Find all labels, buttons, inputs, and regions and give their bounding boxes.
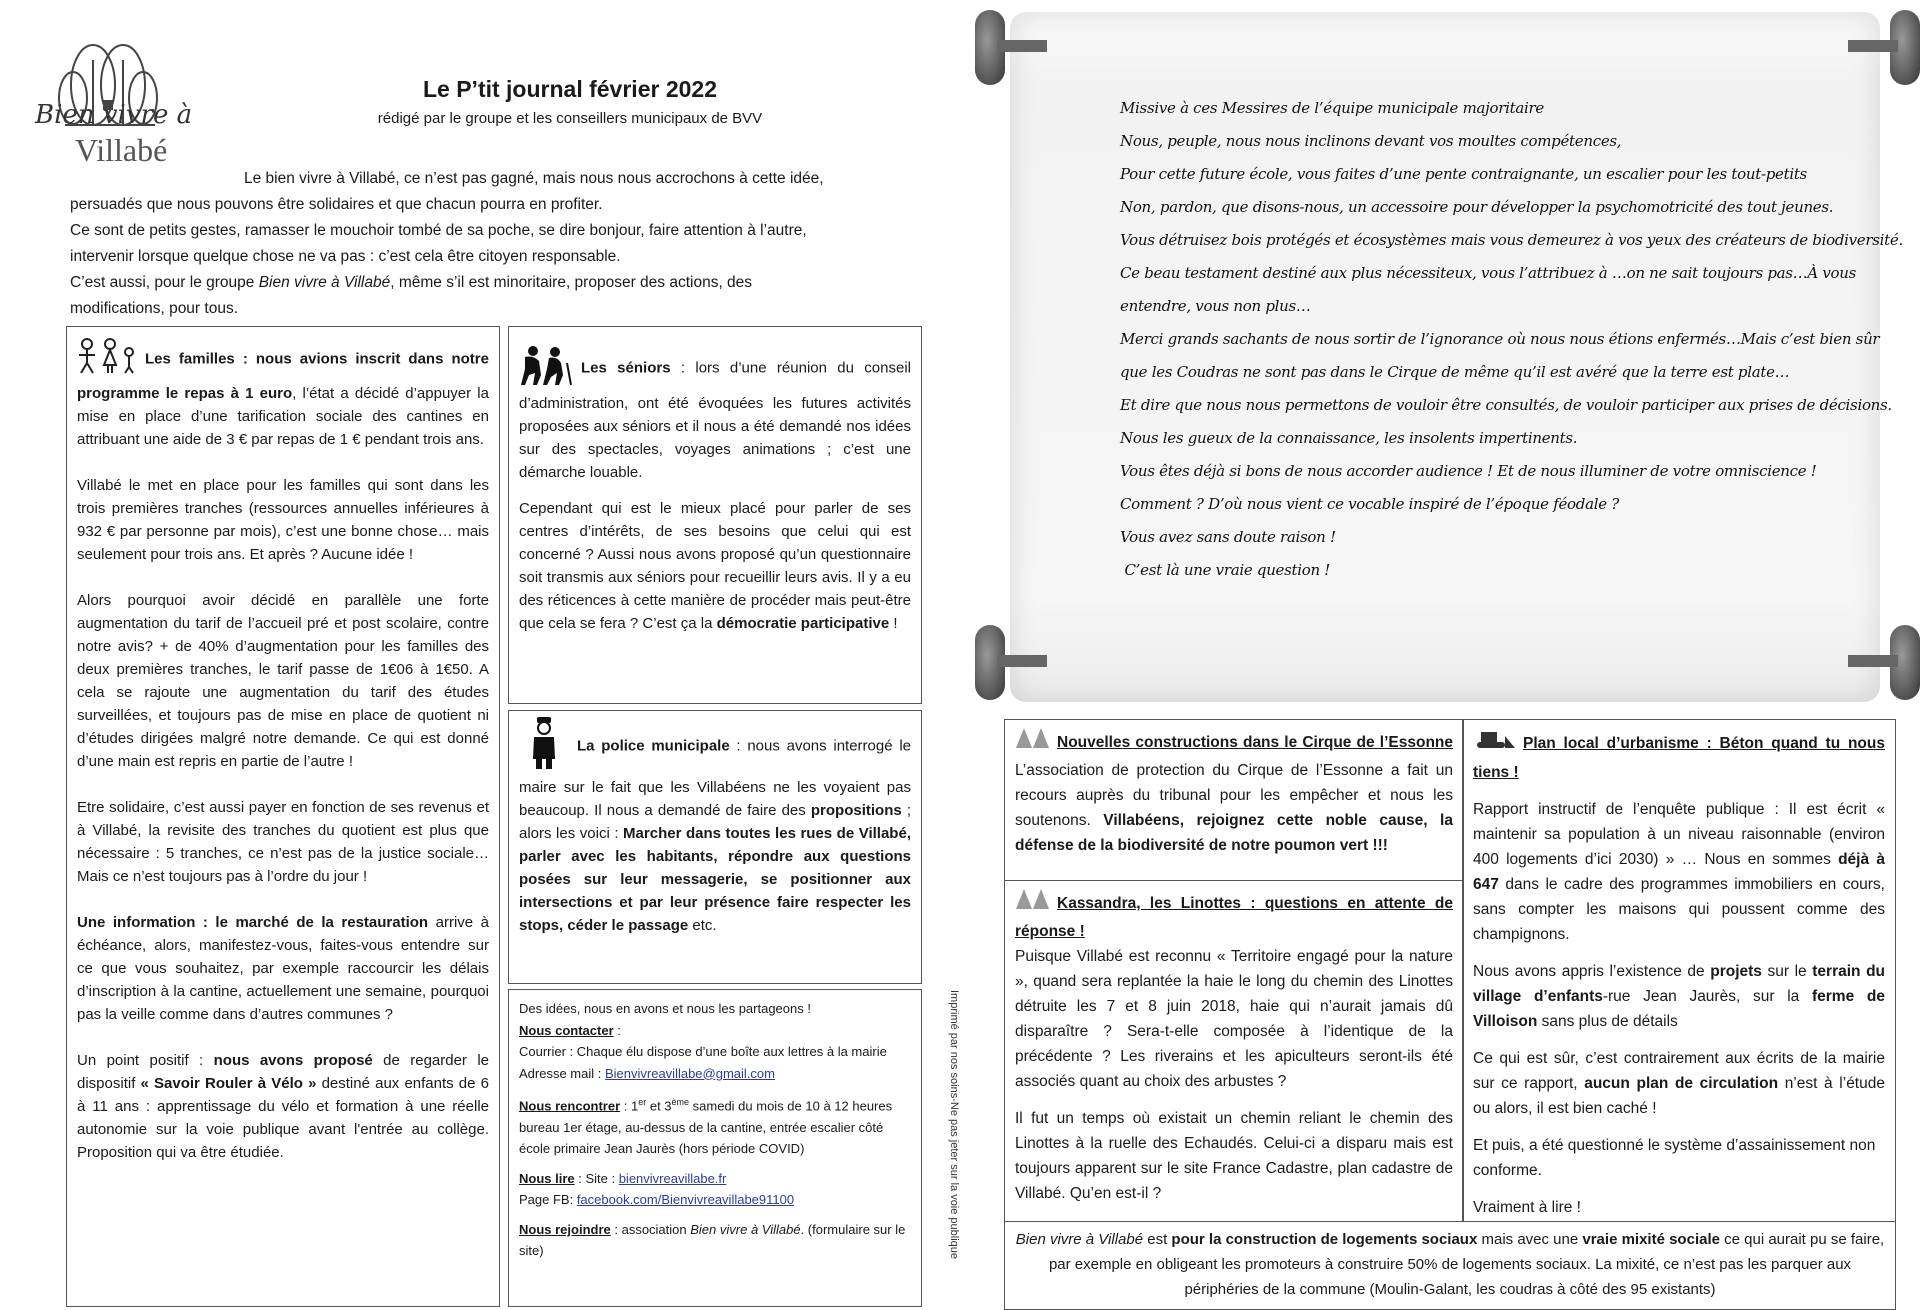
seniors-article bbox=[508, 326, 922, 704]
seniors-icon bbox=[519, 345, 575, 392]
text-segment: Courrier : Chaque élu dispose d’une boîte aux lettres à la mairie bbox=[519, 1044, 887, 1059]
link[interactable]: bienvivreavillabe.fr bbox=[618, 1170, 727, 1186]
text-segment: n’est à l’étude ou alors, il est bien caché ! bbox=[1473, 1075, 1885, 1117]
text-segment: ; alors les voici : bbox=[519, 802, 911, 842]
text-segment: terrain du village d’enfants bbox=[1473, 963, 1886, 1005]
text-segment: L’association de protection du Cirque de l’Essonne a fait un recours auprès du tribunal pour les empêcher et nous les soutenons. bbox=[1015, 762, 1453, 829]
families-article bbox=[66, 326, 500, 1307]
text-segment: : Site : bbox=[574, 1170, 619, 1186]
text-segment: démocratie participative bbox=[716, 615, 890, 632]
families-paragraph bbox=[77, 474, 489, 566]
text-segment: ! bbox=[889, 615, 898, 632]
text-segment: Kassandra, les Linottes : questions en attente de réponse ! bbox=[1015, 895, 1453, 940]
seniors-intro bbox=[519, 359, 911, 481]
text-segment: arrive à échéance, alors, manifestez-vous, faites-vous entendre sur ce que vous souhaitez, par exemple raccourcir les délais d’inscription à la cantine, actuellement une semaine, pourquoi pas la veille comme dans d’autres communes ? bbox=[77, 914, 489, 1023]
family-icon bbox=[77, 337, 139, 382]
text-segment: Bien vivre à Villabé bbox=[258, 274, 391, 291]
plu-paragraph bbox=[1473, 1133, 1885, 1183]
constructions-text bbox=[1015, 734, 1453, 854]
contact-meeting bbox=[519, 1092, 911, 1160]
scroll-poem bbox=[1120, 92, 1903, 587]
text-segment: pour la construction de logements sociaux bbox=[1171, 1231, 1478, 1248]
poem-line: Comment ? D’où nous vient ce vocable inspiré de l’époque féodale ? bbox=[1120, 495, 1620, 513]
text-segment: de regarder le dispositif bbox=[77, 1052, 489, 1092]
text-segment: sur le bbox=[1761, 963, 1813, 980]
text-segment: Nous rencontrer bbox=[519, 1098, 621, 1114]
contact-box bbox=[508, 989, 922, 1307]
text-segment: est bbox=[1143, 1231, 1172, 1248]
families-paragraph bbox=[77, 589, 489, 773]
text-segment: La police municipale bbox=[577, 737, 730, 755]
contact-intro bbox=[519, 998, 911, 1020]
contact-email[interactable] bbox=[519, 1063, 911, 1085]
text-segment: Nous contacter bbox=[519, 1022, 614, 1038]
poem-line: Non, pardon, que disons-nous, un accessoire pour développer la psychomotricité des tout jeunes. bbox=[1120, 198, 1834, 216]
text-segment: projets bbox=[1710, 963, 1762, 980]
poem-line: que les Coudras ne sont pas dans le Cirque de même qu’il est avéré que la terre est plate… bbox=[1120, 363, 1790, 381]
plu-heading bbox=[1473, 735, 1885, 781]
text-segment: Cependant qui est le mieux placé pour parler de ses centres d’intérêts, de ses besoins que celui qui est concerné ? Aussi nous avons proposé qu’un questionnaire soit transmis aux séniors pour recueillir leurs avis. Il y a eu des réticences à cette manière de procéder mais peut-être que cela se fera ? C’est ça la bbox=[519, 500, 911, 632]
plu-paragraph bbox=[1473, 797, 1885, 947]
text-segment: : nous avons interrogé le maire sur le fait que les Villabéens ne les voyaient pas beaucoup. Il nous a demandé de faire des bbox=[519, 737, 911, 819]
logo-text: Bien vivre à bbox=[35, 100, 193, 130]
social-housing-text bbox=[1015, 1227, 1885, 1302]
text-segment: Les familles : nous avions inscrit dans notre programme le repas à 1 euro bbox=[77, 350, 489, 402]
text-segment: Marcher dans toutes les rues de Villabé, parler avec les habitants, répondre aux questions posées sur leur messagerie, se positionner aux intersections et par leur présence faire respecter les stops, céder le passage bbox=[519, 825, 911, 934]
text-segment: Et puis, a été questionné le système d’assainissement non conforme. bbox=[1473, 1137, 1876, 1179]
intro-line bbox=[70, 218, 900, 244]
page-title: Le P’tit journal février 2022 bbox=[422, 76, 717, 102]
text-segment: destiné aux enfants de 6 à 11 ans : apprentissage du vélo et formation à une réelle autonomie sur la voie publique avant l'entrée au collège. Proposition qui va être étudiée. bbox=[77, 1075, 489, 1161]
families-paragraph bbox=[77, 911, 489, 1026]
text-segment: Nous lire bbox=[519, 1170, 575, 1186]
plu-paragraph bbox=[1473, 1195, 1885, 1220]
text-segment: ce qui aurait pu se faire, par exemple en obligeant les promoteurs à construire 50% de logements sociaux. La mixité, ce n’est pas les parquer aux périphéries de la commune (Moulin-Galant, les coudras à côté des 95 existants) bbox=[1048, 1231, 1885, 1298]
text-segment: ferme de Villoison bbox=[1473, 988, 1885, 1030]
text-segment: Il fut un temps où existait un chemin reliant le chemin des Linottes à la ruelle des Echaudés. Celui-ci a disparu mais est toujours apparent sur le site France Cadastre, plan cadastre de Villabé. Qu’en est-il ? bbox=[1015, 1110, 1453, 1202]
text-segment: : 1 bbox=[620, 1098, 639, 1114]
poem-line: Nous, peuple, nous nous inclinons devant vos moultes compétences, bbox=[1120, 132, 1622, 150]
text-segment: Rapport instructif de l’enquête publique : Il est écrit « maintenir sa population à un niveau raisonnable (environ 400 logements d’ici 2030) » … Nous en sommes bbox=[1473, 801, 1885, 868]
text-segment: Ce qui est sûr, c’est contrairement aux écrits de la mairie sur ce rapport, bbox=[1473, 1050, 1885, 1092]
text-segment: Page FB: bbox=[519, 1192, 577, 1208]
text-segment: : lors d’une réunion du conseil d’administration, ont été évoquées les futures activités proposées aux séniors et il nous a été demandé nos idées sur des spectacles, voyages animations ; c’est une démarche louable. bbox=[519, 359, 911, 481]
text-segment: etc. bbox=[688, 917, 717, 934]
text-segment: et 3 bbox=[646, 1098, 672, 1114]
logo bbox=[35, 30, 235, 180]
constructions-article bbox=[1004, 719, 1464, 881]
intro-text bbox=[70, 166, 900, 322]
intro-line bbox=[70, 192, 900, 218]
print-notice: Imprimé par nos soins-Ne pas jeter sur la voie publique bbox=[948, 990, 960, 1260]
text-segment: -rue Jean Jaurès, sur la bbox=[1602, 988, 1812, 1005]
poem-line: Vous êtes déjà si bons de nous accorder audience ! Et de nous illuminer de votre omniscience ! bbox=[1120, 462, 1817, 480]
social-housing-statement bbox=[1004, 1221, 1896, 1310]
poem-line: Ce beau testament destiné aux plus nécessiteux, vous l’attribuez à …on ne sait toujours pas…À vous bbox=[1120, 264, 1857, 282]
families-paragraph bbox=[77, 796, 489, 888]
intro-line bbox=[70, 166, 900, 192]
police-text bbox=[519, 737, 911, 934]
contact-join bbox=[519, 1219, 911, 1262]
text-segment: Nous rejoindre bbox=[519, 1221, 611, 1237]
poem-line: C’est là une vraie question ! bbox=[1120, 561, 1331, 579]
text-segment: Des idées, nous en avons et nous les partageons ! bbox=[519, 1001, 811, 1016]
poem-line: Et dire que nous nous permettons de vouloir être consultés, de vouloir participer aux prises de décisions. bbox=[1120, 396, 1892, 414]
plu-paragraph bbox=[1473, 959, 1885, 1034]
text-segment: , même s’il est minoritaire, proposer des actions, des bbox=[390, 274, 753, 291]
text-segment: Nous avons appris l’existence de bbox=[1473, 963, 1711, 980]
police-officer-icon bbox=[531, 717, 557, 776]
police-article bbox=[508, 710, 922, 984]
page-subtitle: rédigé par le groupe et les conseillers municipaux de BVV bbox=[377, 110, 763, 127]
poem-line: Vous détruisez bois protégés et écosystèmes mais vous demeurez à vos yeux des créateurs de biodiversité. bbox=[1120, 231, 1903, 249]
trees-icon bbox=[1015, 889, 1051, 919]
text-segment: « Savoir Rouler à Vélo » bbox=[140, 1075, 317, 1092]
plu-paragraph bbox=[1473, 1046, 1885, 1121]
text-segment: Puisque Villabé est reconnu « Territoire engagé pour la nature », quand sera replantée la haie le long du chemin des Linottes détruite les 7 et 8 juin 2018, haie qui n’aurait jamais dû disparaître ? Sera-t-elle composée à l’identique de la précédente ? Les riverains et les apiculteurs seront-ils été associés quant au choix des arbustes ? bbox=[1015, 948, 1453, 1090]
intro-line bbox=[70, 296, 900, 322]
text-segment: Les séniors bbox=[581, 359, 671, 377]
poem-line: Vous avez sans doute raison ! bbox=[1120, 528, 1336, 546]
text-segment: Ce sont de petits gestes, ramasser le mouchoir tombé de sa poche, se dire bonjour, faire attention à l’autre, bbox=[70, 222, 807, 239]
kassandra-heading bbox=[1015, 895, 1453, 940]
kassandra-paragraph bbox=[1015, 944, 1453, 1094]
text-segment: propositions bbox=[810, 802, 902, 819]
kassandra-paragraph bbox=[1015, 1106, 1453, 1206]
families-paragraph bbox=[77, 1049, 489, 1164]
text-segment: Nouvelles constructions dans le Cirque de l’Essonne bbox=[1057, 734, 1453, 752]
text-segment: Le bien vivre à Villabé, ce n’est pas gagné, mais nous nous accrochons à cette idée, bbox=[244, 170, 824, 187]
text-segment: Plan local d’urbanisme : Béton quand tu nous tiens ! bbox=[1473, 735, 1885, 781]
text-segment: ème bbox=[671, 1097, 690, 1107]
text-segment: , l’état a décidé d’appuyer la mise en place d’une tarification sociale des cantines en attribuant une aide de 3 € par repas de 1 € pendant trois ans. bbox=[77, 385, 489, 448]
intro-line bbox=[70, 244, 900, 270]
text-segment: déjà à 647 bbox=[1473, 851, 1885, 893]
text-segment: mais avec une bbox=[1477, 1231, 1583, 1248]
poem-line: Nous les gueux de la connaissance, les insolents impertinents. bbox=[1120, 429, 1578, 447]
plu-article bbox=[1462, 719, 1896, 1222]
poem-line: Pour cette future école, vous faites d’une pente contraignante, un escalier pour les tout-petits bbox=[1120, 165, 1807, 183]
text-segment: sans plus de détails bbox=[1537, 1013, 1678, 1030]
poem-line: entendre, vous non plus… bbox=[1120, 297, 1311, 315]
kassandra-article bbox=[1004, 880, 1464, 1222]
seniors-paragraph bbox=[519, 497, 911, 635]
bulldozer-icon bbox=[1473, 728, 1517, 760]
text-segment: Adresse mail : bbox=[519, 1065, 605, 1081]
text-segment: Bien vivre à Villabé bbox=[1015, 1231, 1144, 1248]
text-segment: dans le cadre des programmes immobiliers en cours, sans compter les maisons qui poussent comme des champignons. bbox=[1473, 876, 1885, 943]
text-segment: : bbox=[613, 1022, 621, 1038]
text-segment: nous avons proposé bbox=[213, 1052, 373, 1069]
text-segment: modifications, pour tous. bbox=[70, 300, 239, 317]
text-segment: Alors pourquoi avoir décidé en parallèle une forte augmentation du tarif de l’accueil pré et post scolaire, contre notre avis? + de 40% d’augmentation pour les familles des deux premières tranches, le tarif passe de 1€06 à 1€50. A cela se rajoute une augmentation du tarif des études surveillées, et toujours pas de mise en place de quotient ni d’études dirigées malgré notre demande. Ce qui est donné d’une main est repris en partie de l’autre ! bbox=[77, 592, 489, 770]
text-segment: Une information : le marché de la restauration bbox=[77, 914, 429, 931]
contact-heading bbox=[519, 1020, 911, 1042]
trees-icon bbox=[1015, 728, 1051, 758]
poem-line: Missive à ces Messires de l’équipe municipale majoritaire bbox=[1120, 99, 1544, 117]
text-segment: persuadés que nous pouvons être solidaires et que chacun pourra en profiter. bbox=[70, 196, 603, 213]
text-segment: intervenir lorsque quelque chose ne va pas : c’est cela être citoyen responsable. bbox=[70, 248, 621, 265]
contact-mail-postal bbox=[519, 1041, 911, 1063]
text-segment: Un point positif : bbox=[77, 1052, 214, 1069]
intro-line bbox=[70, 270, 900, 296]
text-segment: Villabéens, rejoignez cette noble cause, la défense de la biodiversité de notre poumon vert !!! bbox=[1015, 812, 1453, 854]
text-segment: er bbox=[638, 1097, 647, 1107]
logo-text-villabe: Villabé bbox=[75, 132, 168, 168]
text-segment: vraie mixité sociale bbox=[1582, 1231, 1720, 1248]
text-segment: Etre solidaire, c’est aussi payer en fonction de ses revenus et à Villabé, la revisite des tranches du quotient est plus que nécessaire : 5 tranches, ce n’est pas de la justice sociale…Mais ce n’est toujours pas à l’ordre du jour ! bbox=[77, 799, 489, 885]
text-segment: Vraiment à lire ! bbox=[1473, 1199, 1581, 1216]
contact-website[interactable] bbox=[519, 1168, 911, 1190]
text-segment: : association bbox=[610, 1221, 691, 1237]
link[interactable]: facebook.com/Bienvivreavillabe91100 bbox=[576, 1192, 795, 1208]
text-segment: C’est aussi, pour le groupe bbox=[70, 274, 259, 291]
poem-line: Merci grands sachants de nous sortir de l’ignorance où nous nous étions enfermés…Mais c’est bien sûr bbox=[1120, 330, 1880, 348]
text-segment: aucun plan de circulation bbox=[1584, 1075, 1779, 1092]
contact-facebook[interactable] bbox=[519, 1189, 911, 1211]
text-segment: Villabé le met en place pour les familles qui sont dans les trois premières tranches (ressources annuelles inférieures à 932 € par personne par mois), c’est une bonne chose… mais seulement pour trois ans. Et après ? Aucune idée ! bbox=[77, 477, 489, 563]
text-segment: . (formulaire sur le site) bbox=[519, 1221, 906, 1259]
text-segment: samedi du mois de 10 à 12 heures bureau 1er étage, au-dessus de la cantine, entrée escalier côté école primaire Jean Jaurès (hors période COVID) bbox=[519, 1098, 893, 1157]
link[interactable]: Bienvivreavillabe@gmail.com bbox=[604, 1065, 775, 1081]
text-segment: Bien vivre à Villabé bbox=[690, 1221, 801, 1237]
